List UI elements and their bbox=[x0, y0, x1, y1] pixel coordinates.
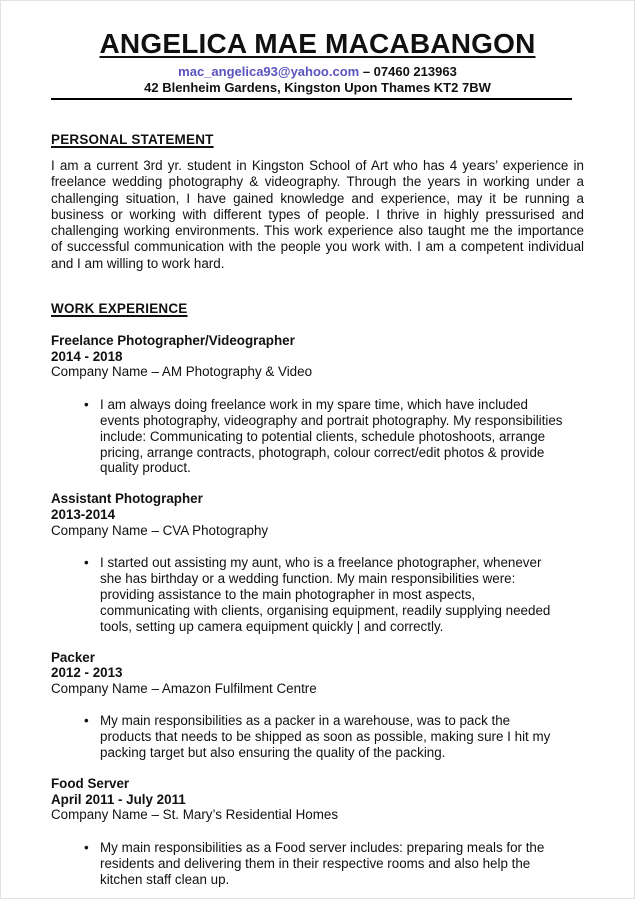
bullet-text: I started out assisting my aunt, who is a freelance photographer, whenever she has birthday or a wedding function. My main responsibilities were: providing assistance to the main photographer in most aspects, communicating with clients, organising equipment, readily supplying needed tools, setting up camera equipment quickly | and correctly. bbox=[100, 555, 551, 634]
candidate-name: ANGELICA MAE MACABANGON bbox=[99, 28, 536, 59]
job-dates: April 2011 - July 2011 bbox=[51, 791, 186, 807]
job-title: Packer bbox=[51, 649, 95, 665]
bullet-icon: • bbox=[84, 396, 89, 412]
bullet-icon: • bbox=[84, 839, 89, 855]
job-bullet bbox=[84, 555, 584, 635]
bullet-text: My main responsibilities as a packer in a warehouse, was to pack the products that needs to be shipped as soon as possible, making sure I hit my packing target but also ensuring the quality of the packing. bbox=[100, 713, 551, 761]
bullet-text: My main responsibilities as a Food server includes: preparing meals for the residents and delivering them in their respective rooms and also help the kitchen staff clean up. bbox=[100, 839, 545, 887]
job-bullet bbox=[84, 713, 584, 761]
job-company: Company Name – Amazon Fulfilment Centre bbox=[51, 680, 317, 696]
job-title: Food Server bbox=[51, 776, 130, 792]
job-dates: 2012 - 2013 bbox=[51, 665, 123, 681]
job-dates: 2014 - 2018 bbox=[51, 348, 123, 364]
contact-line bbox=[51, 64, 584, 79]
job-dates: 2013-2014 bbox=[51, 506, 116, 522]
section-heading-work-experience: WORK EXPERIENCE bbox=[51, 301, 188, 317]
job-entry bbox=[51, 776, 584, 888]
job-title: Freelance Photographer/Videographer bbox=[51, 333, 295, 349]
personal-statement-text: I am a current 3rd yr. student in Kingston School of Art who has 4 years’ experience in freelance wedding photography & videography. Through the years in working under a challenging situation, I have gained knowledge and experience, may it be running a business or working with different types of people. I thrive in highly pressurised and challenging working environments. This work experience also taught me the importance of successful communication with the people you work with. I am a competent individual and I am willing to work hard. bbox=[51, 158, 584, 271]
resume-header bbox=[51, 28, 584, 100]
job-entry bbox=[51, 333, 584, 476]
job-company: Company Name – AM Photography & Video bbox=[51, 364, 313, 380]
section-heading-personal-statement: PERSONAL STATEMENT bbox=[51, 132, 214, 147]
address-line: 42 Blenheim Gardens, Kingston Upon Thames KT2 7BW bbox=[144, 80, 491, 95]
bullet-icon: • bbox=[84, 713, 89, 729]
phone-number: 07460 213963 bbox=[373, 64, 457, 79]
job-company: Company Name – St. Mary’s Residential Homes bbox=[51, 807, 339, 823]
job-entry bbox=[51, 650, 584, 762]
job-title: Assistant Photographer bbox=[51, 491, 203, 507]
job-entry bbox=[51, 491, 584, 634]
bullet-icon: • bbox=[84, 555, 89, 571]
contact-separator: – bbox=[359, 64, 374, 79]
job-bullet bbox=[84, 840, 584, 888]
job-bullet bbox=[84, 397, 584, 477]
bullet-text: I am always doing freelance work in my spare time, which have included events photography, videography and portrait photography. My responsibilities include: Communicating to potential clients, schedule photoshoots, arrange pricing, arrange contracts, photograph, colour correct/edit photos & provide quality product. bbox=[100, 396, 563, 476]
job-company: Company Name – CVA Photography bbox=[51, 522, 269, 538]
email-link[interactable]: mac_angelica93@yahoo.com bbox=[178, 64, 360, 79]
header-divider bbox=[51, 98, 572, 100]
